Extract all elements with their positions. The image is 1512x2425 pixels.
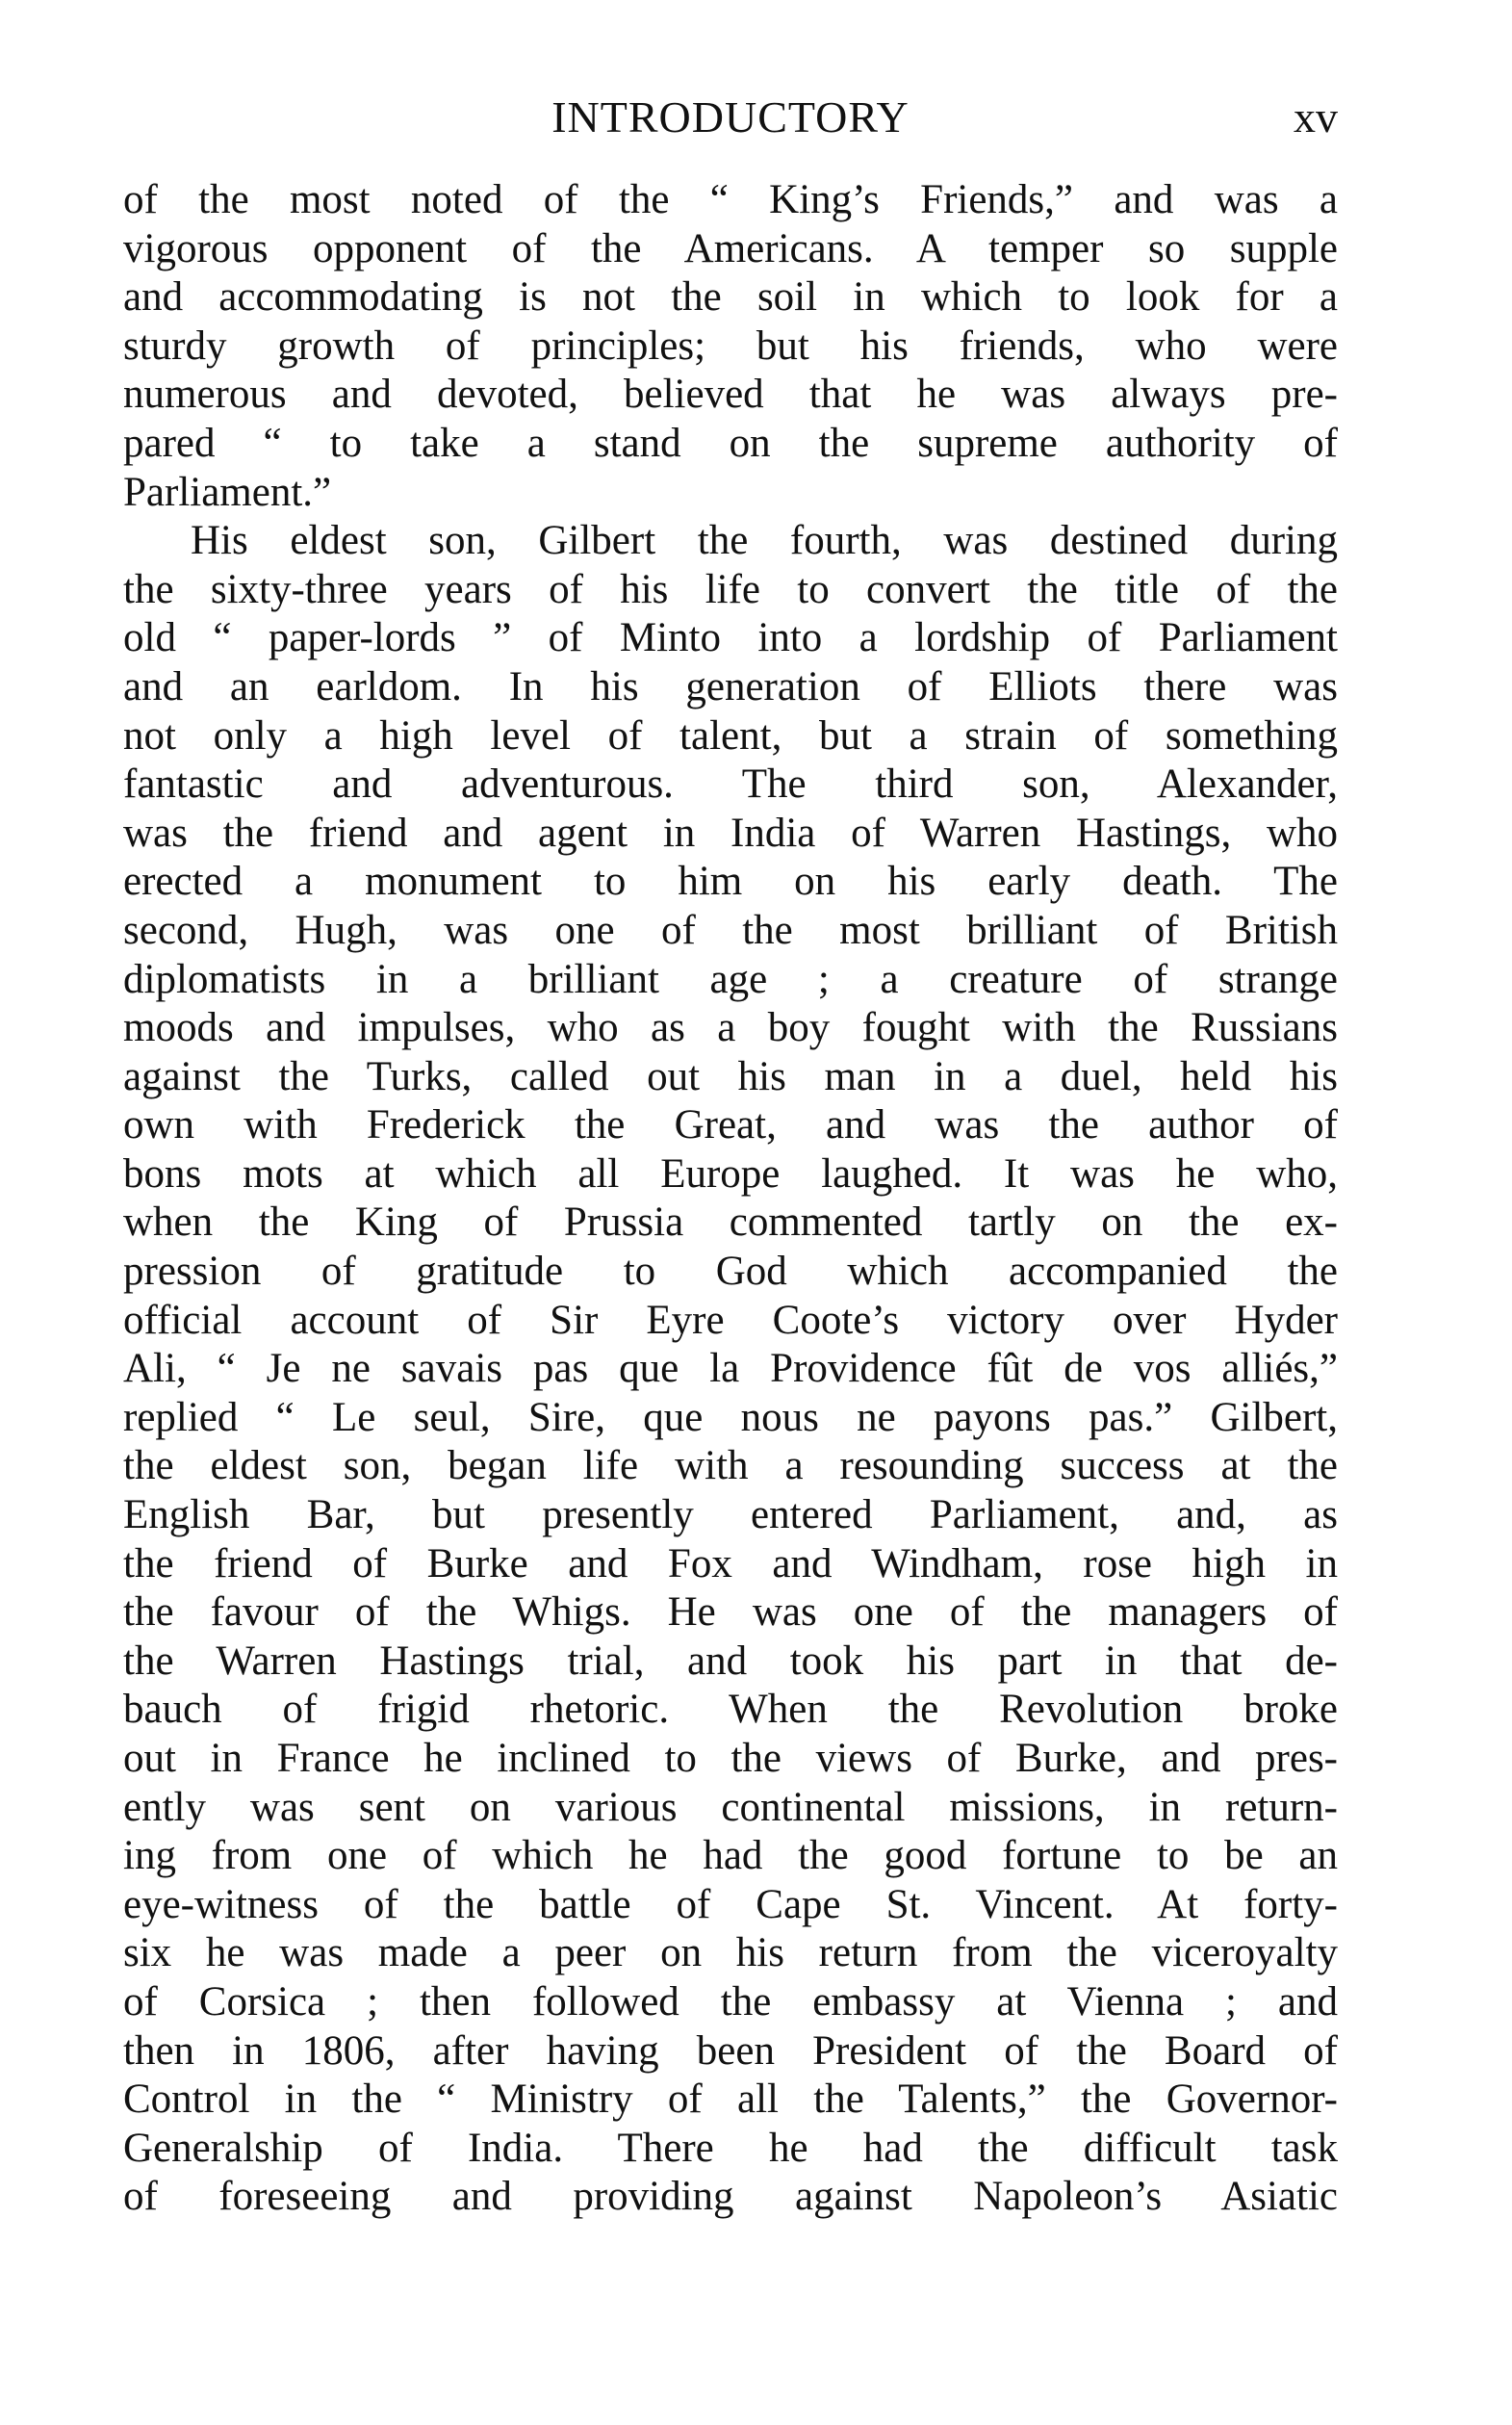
text-line: the favour of the Whigs. He was one of the managers of [123,1589,1338,1636]
text-line: against the Turks, called out his man in a duel, held his [123,1053,1338,1099]
text-line: second, Hugh, was one of the most brilliant of British [123,907,1338,953]
text-line: of Corsica ; then followed the embassy at Vienna ; and [123,1978,1338,2025]
text-line: moods and impulses, who as a boy fought with the Russians [123,1005,1338,1051]
text-line: ently was sent on various continental missions, in return- [123,1784,1338,1830]
text-line: when the King of Prussia commented tartly on the ex- [123,1200,1338,1246]
text-line: and an earldom. In his generation of Elliots there was [123,663,1338,709]
text-line: the Warren Hastings trial, and took his part in that de- [123,1638,1338,1684]
text-line: the friend of Burke and Fox and Windham, rose high in [123,1540,1338,1587]
text-line: the sixty-three years of his life to convert the title of the [123,566,1338,612]
text-line: Ali, “ Je ne savais pas que la Providence fût de vos alliés,” [123,1346,1338,1392]
text-line: then in 1806, after having been President of the Board of [123,2027,1338,2074]
text-line: was the friend and agent in India of Warren Hastings, who [123,810,1338,856]
text-line: His eldest son, Gilbert the fourth, was destined during [191,518,1338,564]
text-line: bauch of frigid rhetoric. When the Revolution broke [123,1687,1338,1733]
text-line: Generalship of India. There he had the difficult task [123,2125,1338,2171]
text-line: the eldest son, began life with a resounding success at the [123,1443,1338,1489]
text-line: own with Frederick the Great, and was the author of [123,1102,1338,1148]
text-line: diplomatists in a brilliant age ; a creature of strange [123,956,1338,1002]
text-line: bons mots at which all Europe laughed. It was he who, [123,1150,1338,1197]
text-line: out in France he inclined to the views of Burke, and pres- [123,1736,1338,1781]
text-line: Control in the “ Ministry of all the Talents,” the Governor- [123,2077,1338,2123]
text-line: vigorous opponent of the Americans. A temper so supple [123,225,1338,271]
text-line: not only a high level of talent, but a strain of something [123,712,1338,759]
text-line: fantastic and adventurous. The third son, Alexander, [123,761,1338,808]
page-number: xv [1294,92,1338,142]
text-line: ing from one of which he had the good fortune to be an [123,1833,1338,1879]
running-head: INTRODUCTORY [551,92,910,142]
text-line: pared “ to take a stand on the supreme authority of [123,420,1338,466]
text-line: replied “ Le seul, Sire, que nous ne payons pas.” Gilbert, [123,1394,1338,1440]
text-line: erected a monument to him on his early death. The [123,859,1338,905]
text-line: eye-witness of the battle of Cape St. Vincent. At forty- [123,1881,1338,1927]
text-line: of the most noted of the “ King’s Friends,” and was a [123,177,1338,222]
page-header [123,89,1338,146]
text-line: Parliament.” [123,469,332,515]
body-text [123,176,1338,2222]
text-line: of foreseeing and providing against Napoleon’s Asiatic [123,2174,1338,2220]
text-line: numerous and devoted, believed that he was always pre- [123,372,1338,418]
text-line: old “ paper-lords ” of Minto into a lordship of Parliament [123,615,1338,661]
text-line: and accommodating is not the soil in which to look for a [123,274,1338,321]
text-line: sturdy growth of principles; but his friends, who were [123,322,1338,369]
text-line: official account of Sir Eyre Coote’s victory over Hyder [123,1297,1338,1343]
text-line: six he was made a peer on his return from the viceroyalty [123,1930,1338,1976]
text-line: English Bar, but presently entered Parliament, and, as [123,1492,1338,1538]
text-line: pression of gratitude to God which accompanied the [123,1249,1338,1295]
